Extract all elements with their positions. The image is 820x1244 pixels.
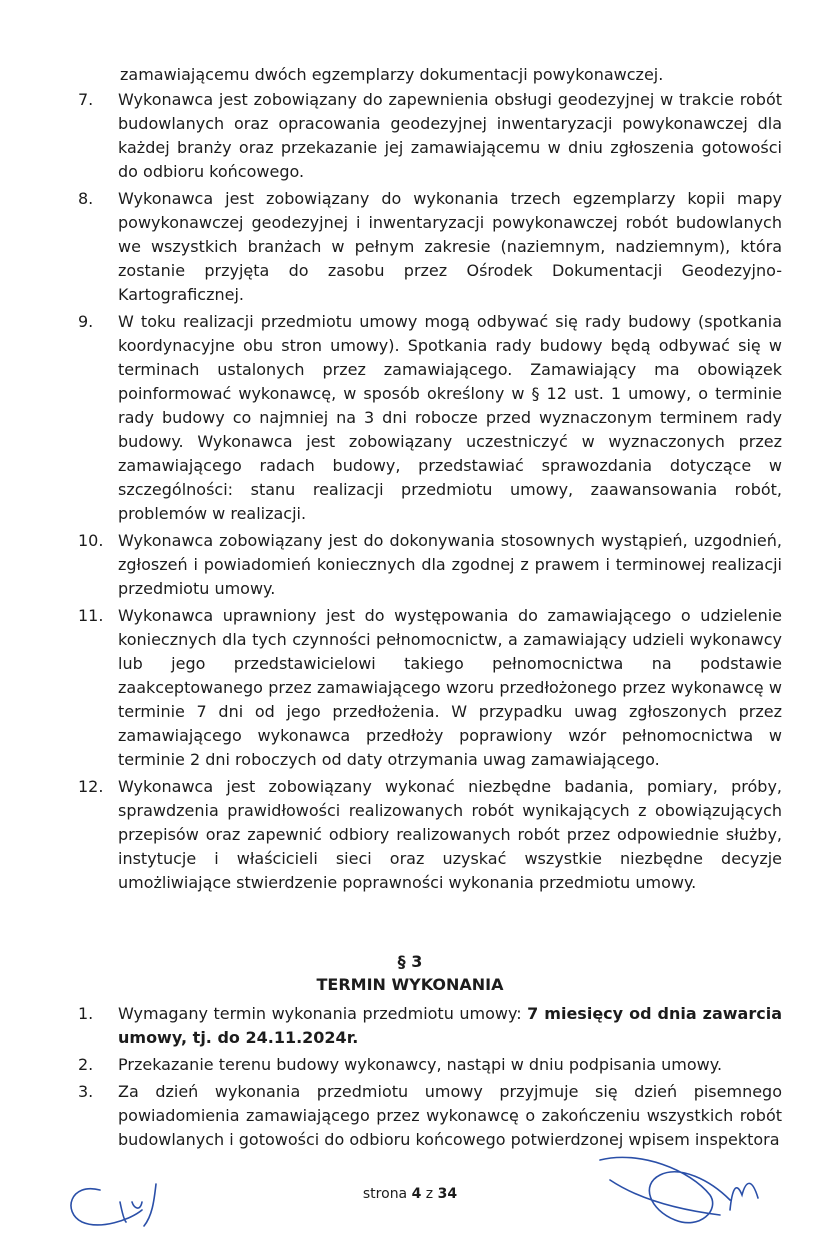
list-item: [78, 604, 782, 772]
list-item: [78, 1002, 782, 1050]
item-number: 7.: [78, 90, 94, 109]
item-text: Wykonawca jest zobowiązany wykonać niezbędne badania, pomiary, próby, sprawdzenia prawidłowości realizowanych robót wynikających z obowiązujących przepisów oraz zapewnić odbiory realizowanych robót przez odpowiednie służby, instytucje i właścicieli sieci oraz uzyskać wszystkie niezbędne decyzje umożliwiające stwierdzenie poprawności wykonania przedmiotu umowy.: [118, 777, 782, 892]
item-number: 2.: [78, 1055, 94, 1074]
item-number: 3.: [78, 1082, 94, 1101]
item-number: 10.: [78, 531, 104, 550]
item-text: Wykonawca zobowiązany jest do dokonywania stosownych wystąpień, uzgodnień, zgłoszeń i powiadomień koniecznych dla zgodnej z prawem i terminowej realizacji przedmiotu umowy.: [118, 531, 782, 598]
item-number: 8.: [78, 189, 94, 208]
item-text: Wykonawca jest zobowiązany do wykonania trzech egzemplarzy kopii mapy powykonawczej geodezyjnej i inwentaryzacji powykonawczej robót budowlanych we wszystkich branżach w pełnym zakresie (naziemnym, nadziemnym), która zostanie przyjęta do zasobu przez Ośrodek Dokumentacji Geodezyjno-Kartograficznej.: [118, 189, 782, 304]
list-item: [78, 310, 782, 526]
continuation-text: zamawiającemu dwóch egzemplarzy dokumentacji powykonawczej.: [120, 65, 664, 84]
signature-right: [580, 1140, 780, 1240]
item-text: Wymagany termin wykonania przedmiotu umowy:: [118, 1004, 528, 1023]
item-number: 12.: [78, 777, 104, 796]
list-item: [78, 1053, 782, 1077]
section-number: § 3: [397, 952, 423, 971]
item-text: Przekazanie terenu budowy wykonawcy, nastąpi w dniu podpisania umowy.: [118, 1055, 723, 1074]
list-item: [78, 529, 782, 601]
item-text: Wykonawca uprawniony jest do występowania do zamawiającego o udzielenie koniecznych dla tych czynności pełnomocnictw, a zamawiający udzieli wykonawcy lub jego przedstawicielowi takiego pełnomocnictwa na podstawie zaakceptowanego przez zamawiającego wzoru przedłożonego przez wykonawcę w terminie 7 dni od jego przedłożenia. W przypadku uwag zgłoszonych przez zamawiającego wykonawca przedłoży poprawiony wzór pełnomocnictwa w terminie 2 dni roboczych od daty otrzymania uwag zamawiającego.: [118, 606, 782, 769]
list-item: [78, 775, 782, 895]
item-text: Wykonawca jest zobowiązany do zapewnienia obsługi geodezyjnej w trakcie robót budowlanych oraz opracowania geodezyjnej inwentaryzacji powykonawczej dla każdej branży oraz przekazanie jej zamawiającemu w dniu zgłoszenia gotowości do odbioru końcowego.: [118, 90, 782, 181]
footer-page-number: 4: [411, 1186, 422, 1202]
list-item: [78, 88, 782, 184]
signature-left: [60, 1172, 190, 1232]
footer-total-pages: 34: [437, 1186, 458, 1202]
item-number: 11.: [78, 606, 104, 625]
section-title: TERMIN WYKONANIA: [316, 975, 504, 994]
term-list: [78, 1002, 782, 1155]
item-number: 9.: [78, 312, 94, 331]
item-text: W toku realizacji przedmiotu umowy mogą odbywać się rady budowy (spotkania koordynacyjne obu stron umowy). Spotkania rady budowy będą odbywać się w terminach ustalonych przez zamawiającego. Zamawiający ma obowiązek poinformować wykonawcę, w sposób określony w § 12 ust. 1 umowy, o terminie rady budowy co najmniej na 3 dni robocze przed wyznaczonym terminem rady budowy. Wykonawca jest zobowiązany uczestniczyć w wyznaczonych przez zamawiającego radach budowy, przedstawiać sprawozdania dotyczące w szczególności: stanu realizacji przedmiotu umowy, zaawansowania robót, problemów w realizacji.: [118, 312, 782, 523]
item-number: 1.: [78, 1004, 94, 1023]
obligations-list: [78, 88, 782, 898]
item-text: Za dzień wykonania przedmiotu umowy przyjmuje się dzień pisemnego powiadomienia zamawiającego przez wykonawcę o zakończeniu wszystkich robót budowlanych i gotowości do odbioru końcowego potwierdzonej wpisem inspektora: [118, 1082, 782, 1149]
list-item: [78, 187, 782, 307]
footer-separator: z: [425, 1186, 434, 1202]
footer-label: strona: [362, 1186, 408, 1202]
item-text-bold: 7 miesięcy od dnia zawarcia umowy, tj. do 24.11.2024r.: [118, 1004, 782, 1047]
